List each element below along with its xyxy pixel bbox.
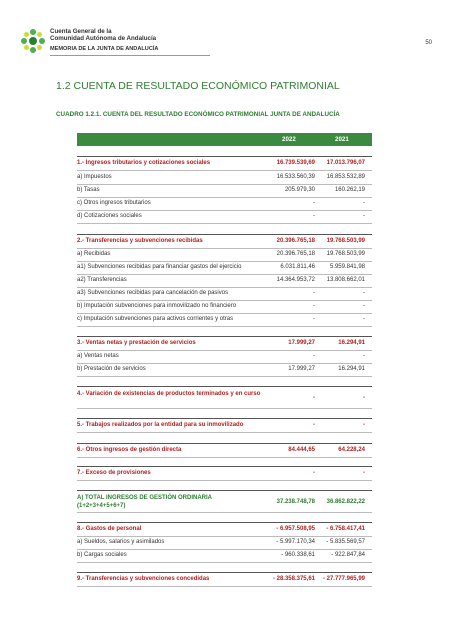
section-title: 1.2 CUENTA DE RESULTADO ECONÓMICO PATRIMONIAL xyxy=(56,80,340,92)
value-2021: - 922.847,84 xyxy=(331,552,365,558)
row-label: c) Imputación subvenciones para activos corrientes y otras xyxy=(77,316,234,322)
row-label: A) TOTAL INGRESOS DE GESTIÓN ORDINARIA (1+2+3+4+5+6+7) xyxy=(77,495,212,509)
row-divider xyxy=(77,536,372,537)
row-divider xyxy=(77,572,372,573)
row-divider xyxy=(77,300,372,301)
row-label: b) Cargas sociales xyxy=(77,552,127,558)
memoria-label: MEMORIA DE LA JUNTA DE ANDALUCÍA xyxy=(50,46,159,52)
row-label: b) Tasas xyxy=(77,187,100,193)
value-2021: 64.228,24 xyxy=(338,447,365,453)
row-divider xyxy=(77,336,372,337)
row-divider xyxy=(77,457,372,458)
row-label: a) Recibidas xyxy=(77,251,111,257)
row-divider xyxy=(77,350,372,351)
row-divider xyxy=(77,184,372,185)
value-2021: - 6.758.417,41 xyxy=(326,526,365,532)
row-divider xyxy=(77,156,372,157)
value-2021: - xyxy=(363,353,365,359)
row-divider xyxy=(77,274,372,275)
value-2022: 20.396.765,18 xyxy=(276,238,315,244)
row-divider xyxy=(77,418,372,419)
row-label: a3) Subvenciones recibidas para cancelación de pasivos xyxy=(77,290,229,296)
value-2022: 16.739.539,69 xyxy=(276,160,315,166)
row-divider xyxy=(77,261,372,262)
value-2022: - xyxy=(313,316,315,322)
value-2021: - xyxy=(363,422,365,428)
row-divider xyxy=(77,386,372,387)
row-divider xyxy=(77,363,372,364)
row-divider xyxy=(77,326,372,327)
value-2021: 36.862.822,22 xyxy=(326,499,365,505)
row-label: a) Ventas netas xyxy=(77,353,119,359)
value-2022: 14.364.953,72 xyxy=(276,277,315,283)
value-2021: 17.013.796,07 xyxy=(326,160,365,166)
row-label: a2) Transferencias xyxy=(77,277,127,283)
value-2022: 17.999,27 xyxy=(288,366,315,372)
row-divider xyxy=(77,248,372,249)
row-divider xyxy=(77,210,372,211)
row-divider xyxy=(77,490,372,491)
value-2022: 37.238.748,78 xyxy=(276,499,315,505)
row-label: a1) Subvenciones recibidas para financiar gastos del ejercicio xyxy=(77,264,242,270)
value-2022: - xyxy=(313,470,315,476)
header-divider xyxy=(50,55,210,56)
row-divider xyxy=(77,549,372,550)
row-divider xyxy=(77,522,372,523)
value-2021: - xyxy=(363,316,365,322)
row-label: 4.- Variación de existencias de productos terminados y en curso xyxy=(77,391,261,397)
value-2022: - xyxy=(313,303,315,309)
value-2022: - xyxy=(313,200,315,206)
value-2021: - xyxy=(363,290,365,296)
value-2022: 20.396.765,18 xyxy=(276,251,315,257)
row-divider xyxy=(77,170,372,171)
org-name-line2: Comunidad Autónoma de Andalucía xyxy=(50,35,157,42)
value-2021: 19.768.503,99 xyxy=(326,251,365,257)
value-2021: - xyxy=(363,303,365,309)
value-2021: 160.262,19 xyxy=(334,187,365,193)
value-2021: 5.959.841,98 xyxy=(329,264,365,270)
row-divider xyxy=(77,466,372,467)
row-label: a) Sueldos, salarios y asimilados xyxy=(77,539,165,545)
row-label: a) Impuestos xyxy=(77,174,112,180)
row-divider xyxy=(77,197,372,198)
org-name-line1: Cuenta General de la xyxy=(50,28,112,35)
value-2021: 13.808.662,01 xyxy=(326,277,365,283)
row-label: 1.- Ingresos tributarios y cotizaciones sociales xyxy=(77,160,211,166)
row-divider xyxy=(77,562,372,563)
table-header xyxy=(77,133,372,146)
row-divider xyxy=(77,223,372,224)
value-2022: - xyxy=(313,290,315,296)
row-label: 8.- Gastos de personal xyxy=(77,526,142,532)
row-divider xyxy=(77,512,372,513)
value-2021: - xyxy=(363,395,365,401)
row-label: 7.- Exceso de provisiones xyxy=(77,470,151,476)
table-caption: CUADRO 1.2.1. CUENTA DEL RESULTADO ECONÓMICO PATRIMONIAL JUNTA DE ANDALUCÍA xyxy=(56,111,340,118)
value-2022: - xyxy=(313,353,315,359)
column-header-2021: 2021 xyxy=(335,136,349,143)
column-header-2022: 2022 xyxy=(282,136,296,143)
row-label: 5.- Trabajos realizados por la entidad para su inmovilizado xyxy=(77,422,244,428)
row-divider xyxy=(77,480,372,481)
value-2021: 16.294,91 xyxy=(338,340,365,346)
value-2022: - 5.997.170,34 xyxy=(276,539,315,545)
row-divider xyxy=(77,376,372,377)
row-label: 3.- Ventas netas y prestación de servicios xyxy=(77,340,196,346)
value-2022: - 960.338,61 xyxy=(281,552,315,558)
value-2021: - xyxy=(363,213,365,219)
row-label: 6.- Otros ingresos de gestión directa xyxy=(77,447,182,453)
row-divider xyxy=(77,443,372,444)
row-divider xyxy=(77,432,372,433)
row-label: 9.- Transferencias y subvenciones concedidas xyxy=(77,576,210,582)
row-divider xyxy=(77,408,372,409)
value-2022: - xyxy=(313,213,315,219)
value-2021: - 27.777.965,99 xyxy=(322,576,365,582)
value-2021: - xyxy=(363,200,365,206)
value-2022: - xyxy=(313,395,315,401)
row-label: b) Imputación subvenciones para inmovilizado no financiero xyxy=(77,303,237,309)
row-divider xyxy=(77,234,372,235)
value-2022: 205.979,30 xyxy=(284,187,315,193)
row-label: d) Cotizaciones sociales xyxy=(77,213,142,219)
junta-andalucia-logo-icon xyxy=(20,28,46,54)
value-2022: 16.533.560,39 xyxy=(276,174,315,180)
value-2022: 84.444,65 xyxy=(288,447,315,453)
row-label: c) Otros ingresos tributarios xyxy=(77,200,151,206)
value-2022: 17.999,27 xyxy=(288,340,315,346)
value-2022: - 6.957.508,95 xyxy=(276,526,315,532)
row-label: 2.- Transferencias y subvenciones recibidas xyxy=(77,238,203,244)
value-2021: 16.294,91 xyxy=(338,366,365,372)
row-divider xyxy=(77,586,372,587)
row-label: b) Prestación de servicios xyxy=(77,366,146,372)
value-2022: - 28.358.375,61 xyxy=(272,576,315,582)
value-2021: 16.853.532,89 xyxy=(326,174,365,180)
value-2021: - 5.835.569,57 xyxy=(326,539,365,545)
value-2022: 6.031.811,46 xyxy=(280,264,315,270)
row-divider xyxy=(77,313,372,314)
value-2021: 19.768.503,99 xyxy=(326,238,365,244)
page-number: 50 xyxy=(425,40,432,46)
row-divider xyxy=(77,287,372,288)
value-2021: - xyxy=(363,470,365,476)
value-2022: - xyxy=(313,422,315,428)
